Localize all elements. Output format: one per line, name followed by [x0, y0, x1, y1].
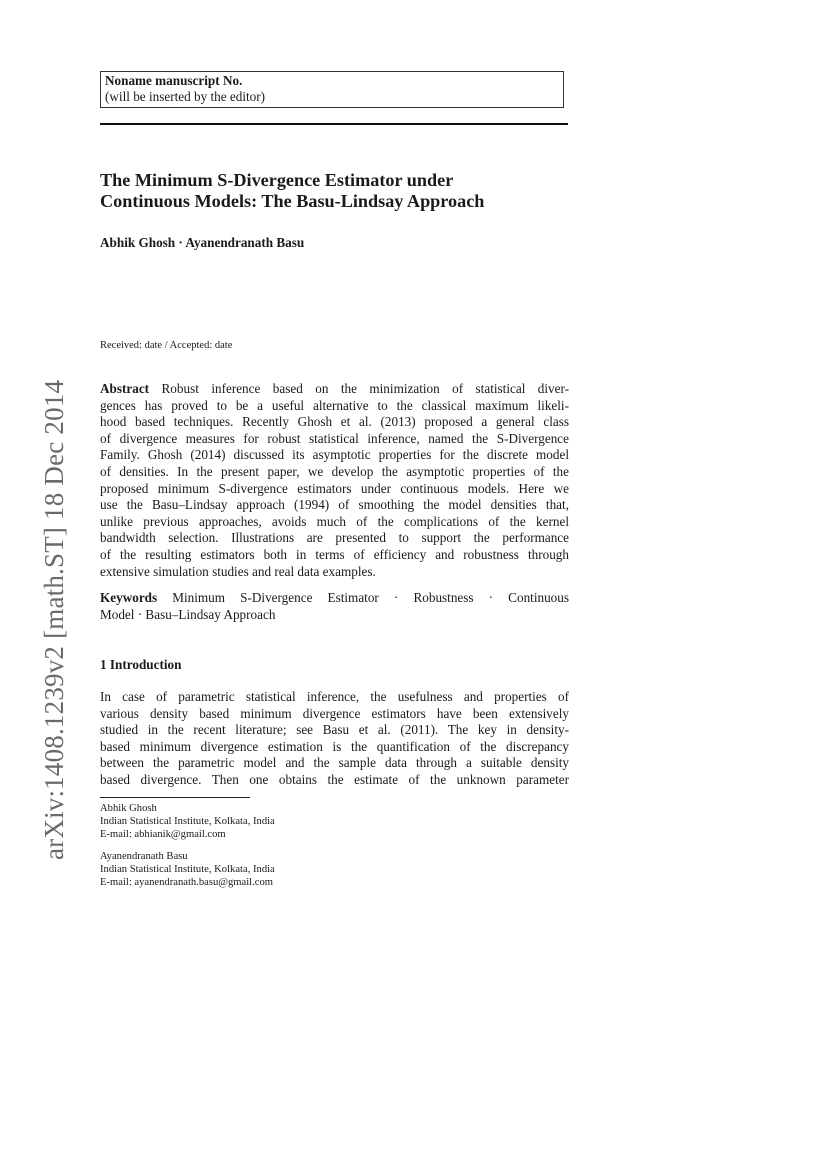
abstract-line: unlike previous approaches, avoids much of the complications of the kernel [100, 513, 569, 529]
author-email: E-mail: ayanendranath.basu@gmail.com [100, 877, 274, 889]
abstract-line: of divergence measures for robust statistical inference, named the S-Divergence [100, 430, 569, 446]
abstract-line: use the Basu–Lindsay approach (1994) of smoothing the model densities that, [100, 497, 569, 513]
keywords-label: Keywords [100, 590, 158, 605]
abstract-line: gences has proved to be a useful alternative to the classical maximum likeli- [100, 397, 569, 413]
author-affiliation: Indian Statistical Institute, Kolkata, India [100, 816, 275, 828]
section-heading: 1 Introduction [100, 657, 182, 672]
abstract-line: Abstract Robust inference based on the minimization of statistical diver- [100, 381, 570, 396]
footnote-rule [100, 797, 250, 798]
paper-title [100, 170, 570, 211]
received-date: Received: date / Accepted: date [100, 340, 233, 351]
abstract-line: Family. Ghosh (2014) discussed its asymptotic properties for the discrete model [100, 447, 569, 463]
intro-line: between the parametric model and the sample data through a suitable density [100, 755, 569, 771]
abstract-label: Abstract [100, 381, 150, 396]
abstract-line: proposed minimum S-divergence estimators under continuous models. Here we [100, 480, 569, 496]
footnote-author-2 [100, 850, 400, 890]
intro-line: studied in the recent literature; see Basu et al. (2011). The key in density- [100, 722, 569, 738]
manuscript-info-box [100, 71, 564, 108]
intro-line: In case of parametric statistical inference, the usefulness and properties of [100, 689, 569, 704]
author-email: E-mail: abhianik@gmail.com [100, 829, 226, 841]
intro-line: based divergence. Then one obtains the estimate of the unknown parameter [100, 771, 569, 787]
abstract-line: of densities. In the present paper, we develop the asymptotic properties of the [100, 463, 569, 479]
abstract-line: extensive simulation studies and real data examples. [100, 563, 376, 579]
author-affiliation: Indian Statistical Institute, Kolkata, India [100, 864, 275, 876]
abstract [100, 381, 569, 580]
title-line-1: The Minimum S-Divergence Estimator under [100, 170, 454, 190]
intro-line: various density based minimum divergence estimators have been extensively [100, 705, 569, 721]
intro-line: based minimum divergence estimation is the quantification of the discrepancy [100, 738, 569, 754]
abstract-line: bandwidth selection. Illustrations are presented to support the performance [100, 530, 569, 546]
header-rule [100, 123, 568, 125]
keywords-line: Keywords Minimum S-Divergence Estimator · Robustness · Continuous [100, 590, 569, 605]
abstract-line: of the resulting estimators both in terms of efficiency and robustness through [100, 546, 569, 562]
keywords [100, 590, 569, 623]
manuscript-editor-note: (will be inserted by the editor) [105, 89, 266, 104]
arxiv-sidebar-stamp: arXiv:1408.1239v2 [math.ST] 18 Dec 2014 [39, 379, 69, 860]
title-line-2: Continuous Models: The Basu-Lindsay Approach [100, 190, 485, 211]
author-name: Abhik Ghosh [100, 803, 157, 814]
abstract-line: hood based techniques. Recently Ghosh et al. (2013) proposed a general class [100, 414, 569, 430]
author-list: Abhik Ghosh · Ayanendranath Basu [100, 235, 305, 250]
author-name: Ayanendranath Basu [100, 851, 188, 862]
keywords-line: Model · Basu–Lindsay Approach [100, 606, 276, 622]
manuscript-number: Noname manuscript No. [105, 73, 243, 88]
footnote-author-1 [100, 802, 400, 842]
introduction-body [100, 689, 569, 789]
